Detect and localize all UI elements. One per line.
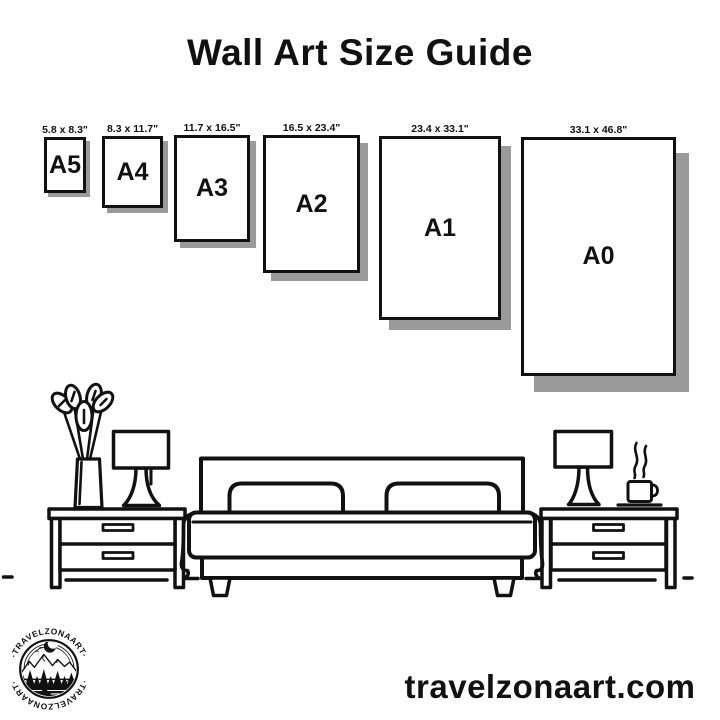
lamp-base (569, 467, 600, 505)
pillow-left (230, 484, 344, 514)
frame-a5-label: A5 (49, 150, 81, 179)
nightstand-right (541, 509, 692, 588)
frame-a4-label: A4 (116, 157, 149, 186)
frame-a0-dimensions: 33.1 x 46.8" (569, 124, 628, 136)
frame-a1-dimensions: 23.4 x 33.1" (411, 123, 469, 135)
bed-leg (494, 578, 514, 596)
lamp-left-icon (114, 432, 169, 506)
pillow-right (387, 484, 500, 514)
nightstand-right-leg (542, 519, 551, 588)
frame-a4-dimensions: 8.3 x 11.7" (106, 123, 159, 135)
logo-arc-text-top: ·TRAVELZONAART· (8, 626, 90, 660)
lamp-shade (555, 432, 612, 468)
frame-a3-label: A3 (196, 174, 228, 202)
bed (181, 459, 542, 596)
steam-icon (634, 443, 637, 478)
frame-a1-label: A1 (424, 213, 456, 242)
plant-vase-icon (49, 383, 117, 508)
steam-icon (644, 446, 647, 477)
lamp-right-icon (555, 432, 612, 505)
frame-a2-dimensions: 16.5 x 23.4" (282, 122, 341, 134)
nightstand-right-leg (667, 519, 676, 588)
nightstand-left (4, 509, 186, 588)
logo-scene (18, 638, 80, 699)
frame-a2-label: A2 (295, 189, 328, 218)
frame-a3-dimensions: 11.7 x 16.5" (183, 122, 241, 134)
bed-leg (210, 578, 230, 596)
frame-a5-dimensions: 5.8 x 8.3" (42, 124, 88, 136)
frame-a0-label: A0 (582, 242, 615, 270)
website-url: travelzonaart.com (404, 668, 696, 705)
cup-body (628, 482, 652, 502)
lamp-base (124, 468, 160, 506)
page-title: Wall Art Size Guide (187, 32, 533, 73)
bed-base (202, 558, 522, 579)
coffee-cup-icon (618, 443, 661, 505)
lamp-shade (114, 432, 169, 469)
logo-arc-text-bottom: ·TRAVELZONAART· (8, 678, 90, 712)
brand-logo (6, 626, 92, 712)
mattress (189, 513, 535, 558)
